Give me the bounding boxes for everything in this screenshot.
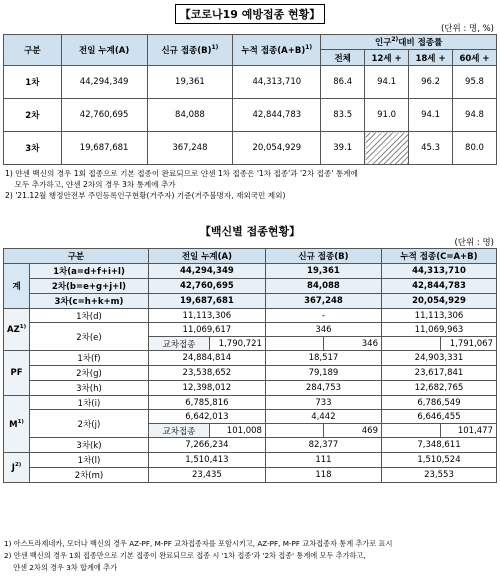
t2-h-prev: 전일 누계(A) (148, 249, 265, 264)
t2-cell-prev: 23,538,652 (148, 366, 265, 381)
t2-cell-prev: 19,687,681 (148, 294, 265, 309)
t2-row (4, 309, 497, 323)
t2-row-label: 1차(l) (30, 453, 149, 468)
t1-cell-a12: 91.0 (365, 99, 409, 132)
t2-cell-prev: 6,785,816 (148, 396, 265, 410)
t2-sub-spacer (265, 424, 323, 438)
t1-cell-all: 83.5 (321, 99, 365, 132)
t1-h-a12: 12세 + (365, 50, 409, 66)
t1-h-rate-label2: 대비 접종률 (398, 38, 443, 48)
t1-cell-new: 19,361 (147, 66, 233, 99)
t1-cell-a12: 94.1 (365, 66, 409, 99)
t2-row-label: 3차(h) (30, 381, 149, 396)
t2-cell-new: 346 (265, 323, 381, 337)
t1-row-1 (4, 66, 497, 99)
t2-cell-new: 733 (265, 396, 381, 410)
t1-cell-cum: 20,054,929 (233, 132, 321, 165)
t2-row (4, 351, 497, 366)
t2-row-label: 1차(f) (30, 351, 149, 366)
t2-sub-cum: 1,791,067 (441, 337, 497, 351)
t1-row-label: 1차 (4, 66, 62, 99)
t2-group-name: AZ (7, 324, 20, 335)
t2-sub-cum: 101,477 (441, 424, 497, 438)
t2-notes (4, 538, 498, 574)
t2-h-cum: 누적 접종(C=A+B) (381, 249, 496, 264)
t2-row-label: 1차(d) (30, 309, 149, 323)
t1-notes (5, 168, 497, 201)
t2-cell-prev: 7,266,234 (148, 438, 265, 453)
t2-group-name: M (9, 419, 18, 430)
t2-cell-cum: 44,313,710 (381, 264, 496, 279)
t1-h-a18: 18세 + (409, 50, 453, 66)
t2-cell-cum: 11,069,963 (381, 323, 496, 337)
t2-cell-cum: 23,553 (381, 468, 496, 483)
t1-table (3, 34, 497, 165)
t2-table (3, 248, 497, 483)
t2-sub-prev: 101,008 (210, 424, 266, 438)
t1-h-a60: 60세 + (453, 50, 497, 66)
t2-unit: (단위 : 명) (454, 238, 494, 248)
t2-row (4, 468, 497, 483)
t1-note: 모두 추가하고, 얀센 2차의 경우 3차 통계에 추가 (5, 180, 176, 189)
t2-cell-prev: 6,642,013 (148, 410, 265, 424)
t1-h-prev: 전일 누계(A) (61, 35, 147, 66)
t2-cell-new: 82,377 (265, 438, 381, 453)
t2-cell-new: 18,517 (265, 351, 381, 366)
t2-sub-label: 교차접종 (148, 424, 209, 438)
t2-row (4, 323, 497, 337)
t2-row (4, 410, 497, 424)
t2-row-label: 3차(c=h+k+m) (30, 294, 149, 309)
t2-row-label: 2차(e) (30, 323, 149, 351)
t2-group-total: 계 (4, 264, 30, 309)
t2-row-label: 2차(j) (30, 410, 149, 438)
t2-cell-cum: 20,054,929 (381, 294, 496, 309)
t1-h-new-label: 신규 접종(B) (161, 46, 212, 56)
t1-cell-all: 39.1 (321, 132, 365, 165)
t2-title-wrap (0, 222, 500, 240)
t1-note: 2) '21.12월 행정안전부 주민등록인구현황(거주자) 기준(거주불명자, 재외국민 제외) (5, 191, 286, 200)
t2-cell-new: 84,088 (265, 279, 381, 294)
t2-cell-prev: 12,398,012 (148, 381, 265, 396)
t2-cell-prev: 42,760,695 (148, 279, 265, 294)
t1-cell-a60: 80.0 (453, 132, 497, 165)
t1-cell-a18: 96.2 (409, 66, 453, 99)
t1-cell-all: 86.4 (321, 66, 365, 99)
t2-row (4, 279, 497, 294)
t1-h-cum-label: 누적 접종(A+B) (241, 46, 306, 56)
t1-cell-a12-na (365, 132, 409, 165)
t2-note: 얀센 2차의 경우 3차 합계에 추가 (4, 563, 118, 572)
t2-group-sup: 2) (14, 462, 22, 469)
t2-cell-cum: 1,510,524 (381, 453, 496, 468)
t2-cell-new: 4,442 (265, 410, 381, 424)
t2-row-label: 1차(i) (30, 396, 149, 410)
t2-cell-cum: 11,113,306 (381, 309, 496, 323)
t2-cell-new: 19,361 (265, 264, 381, 279)
t2-cell-new: 111 (265, 453, 381, 468)
t2-cell-new: 118 (265, 468, 381, 483)
t2-sub-prev: 1,790,721 (210, 337, 266, 351)
t2-cell-cum: 42,844,783 (381, 279, 496, 294)
t2-row (4, 453, 497, 468)
t1-cell-a18: 45.3 (409, 132, 453, 165)
t2-sub-label: 교차접종 (148, 337, 209, 351)
t2-row-label: 2차(b=e+g+j+l) (30, 279, 149, 294)
t2-row-label: 2차(g) (30, 366, 149, 381)
t2-cell-cum: 6,786,549 (381, 396, 496, 410)
t1-h-cum (233, 35, 321, 66)
t2-group-sup: 1) (17, 418, 24, 425)
t2-cell-new: - (265, 309, 381, 323)
t2-cell-cum: 23,617,841 (381, 366, 496, 381)
t1-h-all: 전체 (321, 50, 365, 66)
t2-sub-spacer (381, 424, 440, 438)
t1-h-rate-label: 인구 (374, 38, 392, 48)
t2-row (4, 366, 497, 381)
t2-cell-cum: 24,903,331 (381, 351, 496, 366)
t2-cell-cum: 12,682,765 (381, 381, 496, 396)
t1-cell-prev: 44,294,349 (61, 66, 147, 99)
t2-group-sup: 1) (19, 324, 27, 331)
t1-unit: (단위 : 명, %) (440, 24, 494, 34)
t1-note: 1) 얀센 백신의 경우 1회 접종으로 기본 접종이 완료되므로 얀센 1차 접종은 '1차 접종'과 '2차 접종' 통계에 (5, 169, 358, 178)
t1-cell-a18: 94.1 (409, 99, 453, 132)
t2-row (4, 396, 497, 410)
t1-cell-a60: 94.8 (453, 99, 497, 132)
t1-row-label: 3차 (4, 132, 62, 165)
t1-row-3 (4, 132, 497, 165)
t2-cell-cum: 7,348,611 (381, 438, 496, 453)
t1-row-2 (4, 99, 497, 132)
t2-cell-prev: 11,069,617 (148, 323, 265, 337)
t2-row (4, 294, 497, 309)
t1-row-label: 2차 (4, 99, 62, 132)
t2-cell-new: 367,248 (265, 294, 381, 309)
t1-cell-new: 367,248 (147, 132, 233, 165)
t1-cell-new: 84,088 (147, 99, 233, 132)
t1-title-wrap (0, 4, 500, 24)
t2-group-m (4, 396, 30, 453)
t2-cell-prev: 1,510,413 (148, 453, 265, 468)
t2-group-name: J (11, 462, 15, 473)
t1-cell-cum: 42,844,783 (233, 99, 321, 132)
t2-h-new: 신규 접종(B) (265, 249, 381, 264)
t1-h-new-sup: 1) (211, 44, 219, 52)
t2-note: 2) 얀센 백신의 경우 1회 접종만으로 기본 접종이 완료되므로 접종 시 '1차 접종'과 '2차 접종' 통계에 모두 추가하고, (4, 551, 366, 560)
t2-row (4, 438, 497, 453)
t2-title: 【백신별 접종현황】 (199, 225, 301, 238)
t1-h-cum-sup: 1) (305, 44, 313, 52)
t2-note: 1) 아스트라제네카, 모더나 백신의 경우 AZ-PF, M-PF 교차접종자를 포함시키고, AZ-PF, M-PF 교차접종자 통계 추가로 표시 (4, 539, 393, 548)
t2-group-az (4, 309, 30, 351)
t2-group-j (4, 453, 30, 483)
t2-sub-new: 346 (323, 337, 381, 351)
t2-row-label: 2차(m) (30, 468, 149, 483)
t1-cell-cum: 44,313,710 (233, 66, 321, 99)
t2-sub-spacer (265, 337, 323, 351)
t2-cell-cum: 6,646,455 (381, 410, 496, 424)
t2-cell-prev: 11,113,306 (148, 309, 265, 323)
t1-cell-prev: 42,760,695 (61, 99, 147, 132)
t2-cell-new: 79,189 (265, 366, 381, 381)
t1-title: 【코로나19 예방접종 현황】 (175, 4, 326, 24)
t2-row-label: 3차(k) (30, 438, 149, 453)
t2-cell-prev: 24,884,814 (148, 351, 265, 366)
t1-h-rate (321, 35, 497, 50)
t2-cell-prev: 23,435 (148, 468, 265, 483)
t2-row (4, 264, 497, 279)
t2-row-label: 1차(a=d+f+i+l) (30, 264, 149, 279)
t2-cell-prev: 44,294,349 (148, 264, 265, 279)
t1-h-rate-sup: 2) (391, 36, 399, 44)
t2-h-gubun: 구분 (4, 249, 149, 264)
t2-cell-new: 284,753 (265, 381, 381, 396)
t1-cell-a60: 95.8 (453, 66, 497, 99)
t1-h-new (147, 35, 233, 66)
t2-sub-spacer (381, 337, 440, 351)
t2-group-pf: PF (4, 351, 30, 396)
t2-row (4, 381, 497, 396)
t1-cell-prev: 19,687,681 (61, 132, 147, 165)
t1-h-gubun: 구분 (4, 35, 62, 66)
t2-sub-new: 469 (323, 424, 381, 438)
